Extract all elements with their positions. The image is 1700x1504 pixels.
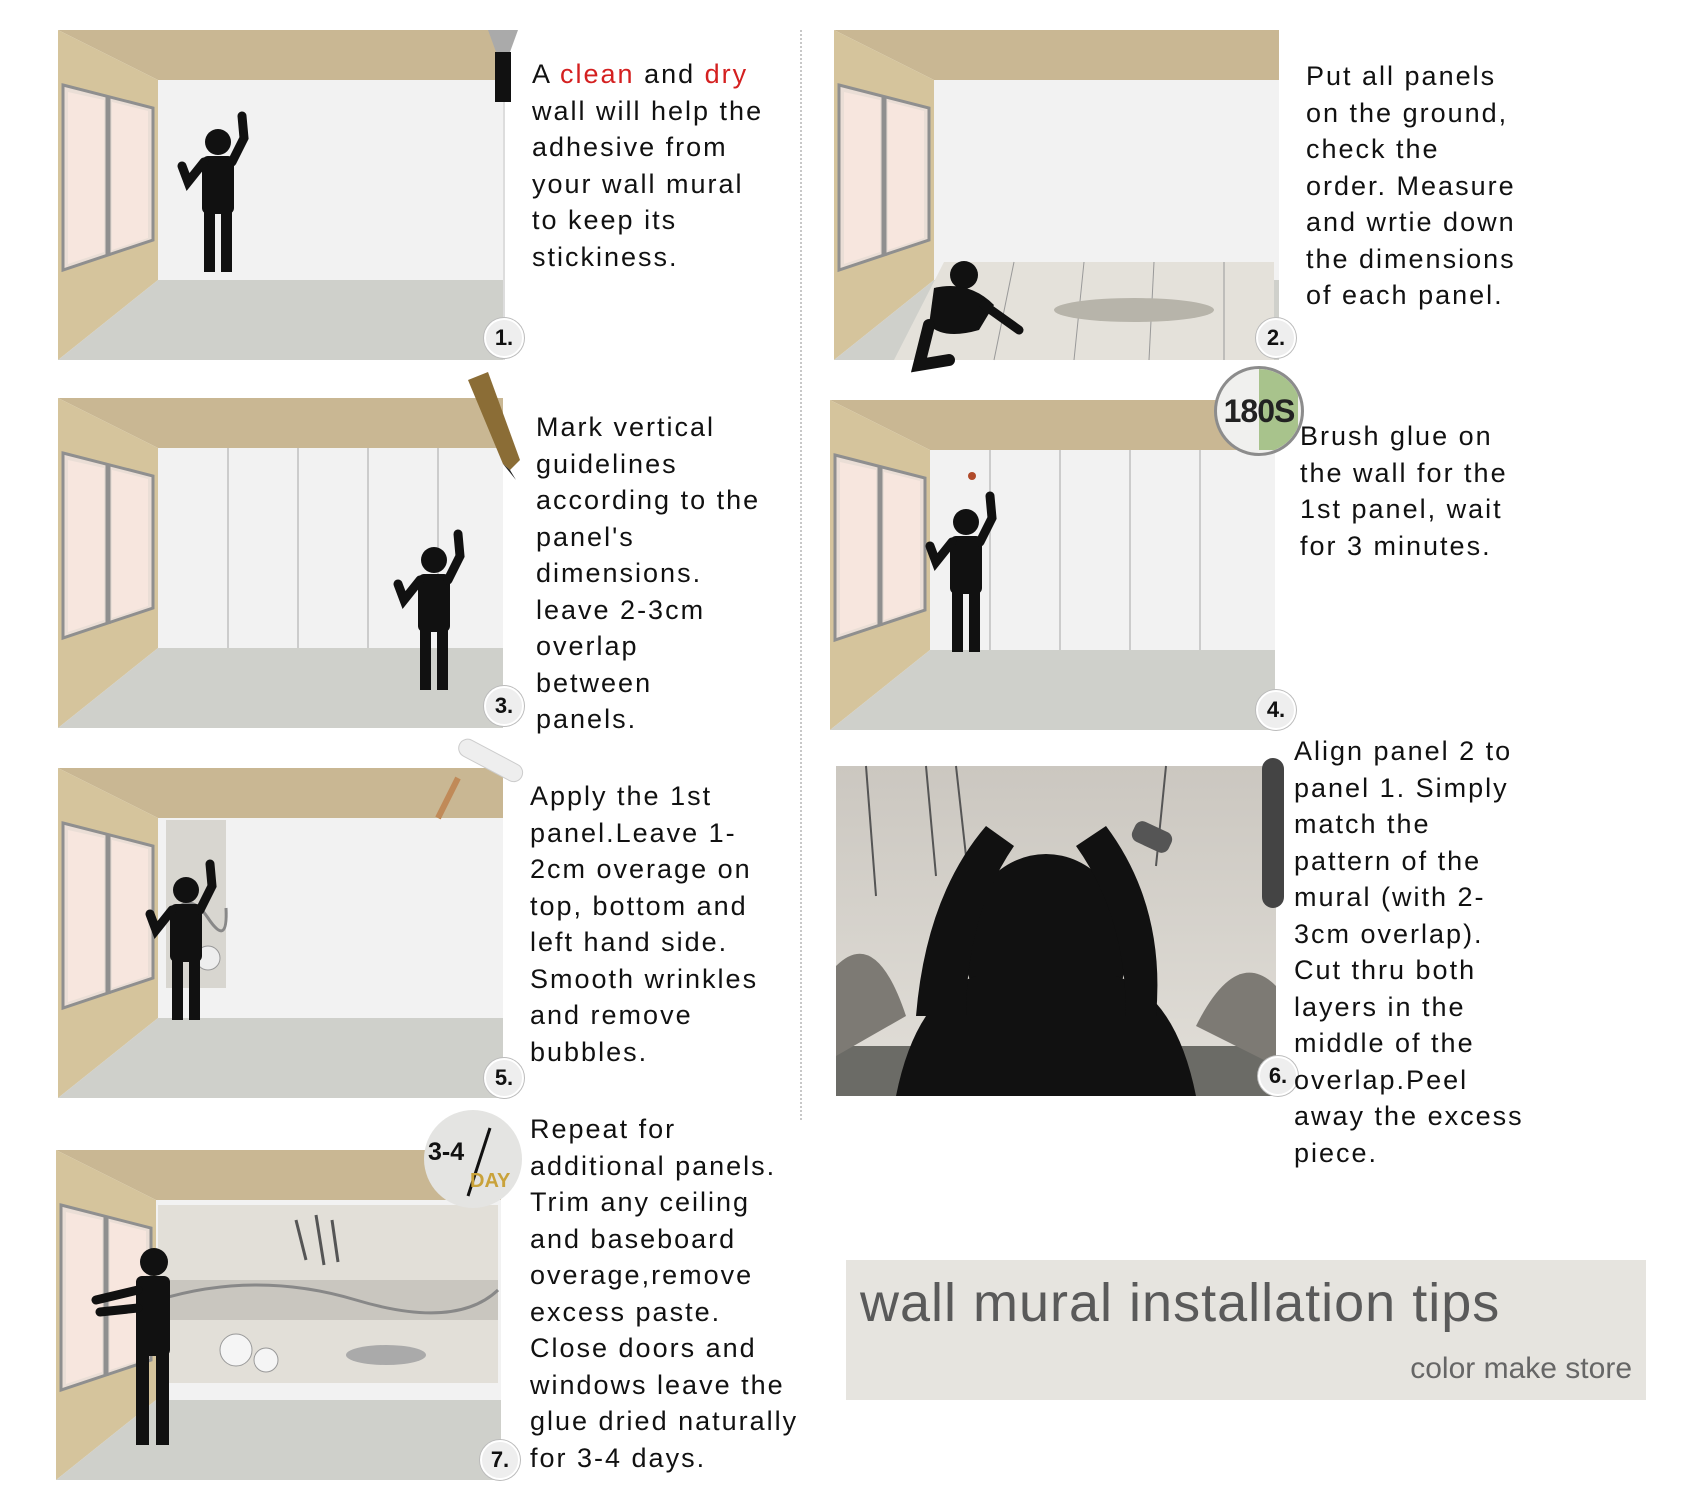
step-5-text — [530, 778, 758, 1070]
step-text-segment: and wrtie down — [1306, 207, 1516, 237]
step-4-number: 4. — [1256, 690, 1296, 730]
step-text-segment: of each panel. — [1306, 280, 1504, 310]
step-text-segment: top, bottom and — [530, 890, 748, 921]
step-text-segment: middle of the — [1294, 1028, 1475, 1058]
step-2-illustration — [834, 30, 1279, 360]
step-text-segment: on the ground, — [1306, 97, 1509, 128]
step-text-segment: and baseboard — [530, 1223, 737, 1254]
step-text-segment: additional panels. — [530, 1150, 777, 1181]
step-text-segment: Put all panels — [1306, 61, 1497, 91]
step-text-segment: Cut thru both — [1294, 955, 1477, 985]
step-text-segment: wall will help the — [532, 95, 764, 126]
step-5-illustration — [58, 768, 578, 1098]
timer-badge-label: 180S — [1223, 392, 1295, 429]
step-text-segment: left hand side. — [530, 927, 729, 957]
step-text-segment: Brush glue on — [1300, 421, 1493, 451]
step-text-segment: and remove — [530, 1000, 693, 1030]
installation-tips-banner — [846, 1260, 1646, 1400]
step-3-illustration — [58, 398, 578, 728]
step-text-segment: match the — [1294, 809, 1431, 839]
step-text-segment: overlap — [536, 631, 639, 661]
step-3-number: 3. — [484, 686, 524, 726]
step-text-segment: 3cm overlap). — [1294, 918, 1484, 949]
banner-store-name: color make store — [1410, 1352, 1632, 1385]
step-text-segment: the dimensions — [1306, 243, 1516, 274]
step-text-segment: layers in the — [1294, 991, 1466, 1022]
step-text-segment: windows leave the — [530, 1369, 785, 1400]
step-text-segment: leave 2-3cm — [536, 594, 706, 625]
step-text-segment: 1st panel, wait — [1300, 494, 1503, 524]
step-text-segment: 2cm overage on — [530, 854, 752, 884]
step-text-segment: dimensions. — [536, 558, 703, 588]
step-text-segment: mural (with 2- — [1294, 882, 1486, 912]
step-text-segment: Smooth wrinkles — [530, 963, 759, 994]
banner-title: wall mural installation tips — [860, 1273, 1501, 1333]
step-4-illustration — [830, 400, 1275, 730]
drying-days-value: 3-4 — [428, 1138, 465, 1166]
step-text-segment: dry — [704, 59, 749, 89]
step-text-segment: Align panel 2 to — [1294, 736, 1513, 766]
step-text-segment: Mark vertical — [536, 412, 716, 442]
step-text-segment: pattern of the — [1294, 845, 1482, 876]
step-text-segment: bubbles. — [530, 1036, 649, 1067]
step-5-number: 5. — [484, 1058, 524, 1098]
step-text-segment: overlap.Peel — [1294, 1064, 1469, 1095]
step-6-illustration — [836, 766, 1276, 1096]
step-text-segment: Close doors and — [530, 1333, 757, 1363]
step-text-segment: clean — [560, 59, 635, 89]
step-2-number: 2. — [1256, 318, 1296, 358]
step-text-segment: panel 1. Simply — [1294, 772, 1509, 803]
step-text-segment: away the excess — [1294, 1101, 1524, 1131]
timer-badge — [1214, 366, 1304, 456]
step-2-text — [1306, 58, 1516, 314]
step-7-text — [530, 1111, 798, 1476]
step-text-segment: according to the — [536, 485, 761, 515]
column-divider — [800, 30, 802, 1120]
step-text-segment: Repeat for — [530, 1114, 677, 1144]
step-1-number: 1. — [484, 318, 524, 358]
step-text-segment: your wall mural — [532, 168, 744, 199]
step-text-segment: and — [634, 59, 705, 89]
step-4-text — [1300, 418, 1508, 564]
step-text-segment: A — [532, 59, 561, 89]
step-text-segment: Trim any ceiling — [530, 1187, 751, 1217]
step-text-segment: stickiness. — [532, 241, 679, 272]
step-text-segment: to keep its — [532, 205, 678, 235]
step-text-segment: panel's — [536, 521, 635, 552]
step-6-number: 6. — [1258, 1056, 1298, 1096]
step-text-segment: adhesive from — [532, 132, 728, 162]
drying-days-badge — [424, 1110, 522, 1208]
drying-days-unit: DAY — [470, 1170, 511, 1192]
step-3-text — [536, 409, 760, 738]
step-7-number: 7. — [480, 1440, 520, 1480]
step-text-segment: overage,remove — [530, 1260, 754, 1290]
step-text-segment: order. Measure — [1306, 170, 1516, 201]
step-text-segment: Apply the 1st — [530, 781, 713, 811]
step-text-segment: glue dried naturally — [530, 1406, 799, 1436]
step-text-segment: panel.Leave 1- — [530, 817, 737, 848]
step-text-segment: panels. — [536, 704, 638, 734]
step-1-text — [532, 56, 763, 275]
step-text-segment: for 3 minutes. — [1300, 530, 1492, 561]
step-6-text — [1294, 733, 1524, 1171]
step-text-segment: between — [536, 667, 653, 698]
step-text-segment: the wall for the — [1300, 457, 1508, 488]
step-1-illustration — [58, 30, 578, 360]
step-text-segment: excess paste. — [530, 1296, 722, 1327]
step-text-segment: piece. — [1294, 1137, 1379, 1168]
step-text-segment: guidelines — [536, 448, 678, 479]
step-text-segment: for 3-4 days. — [530, 1442, 707, 1473]
step-text-segment: check the — [1306, 134, 1440, 164]
